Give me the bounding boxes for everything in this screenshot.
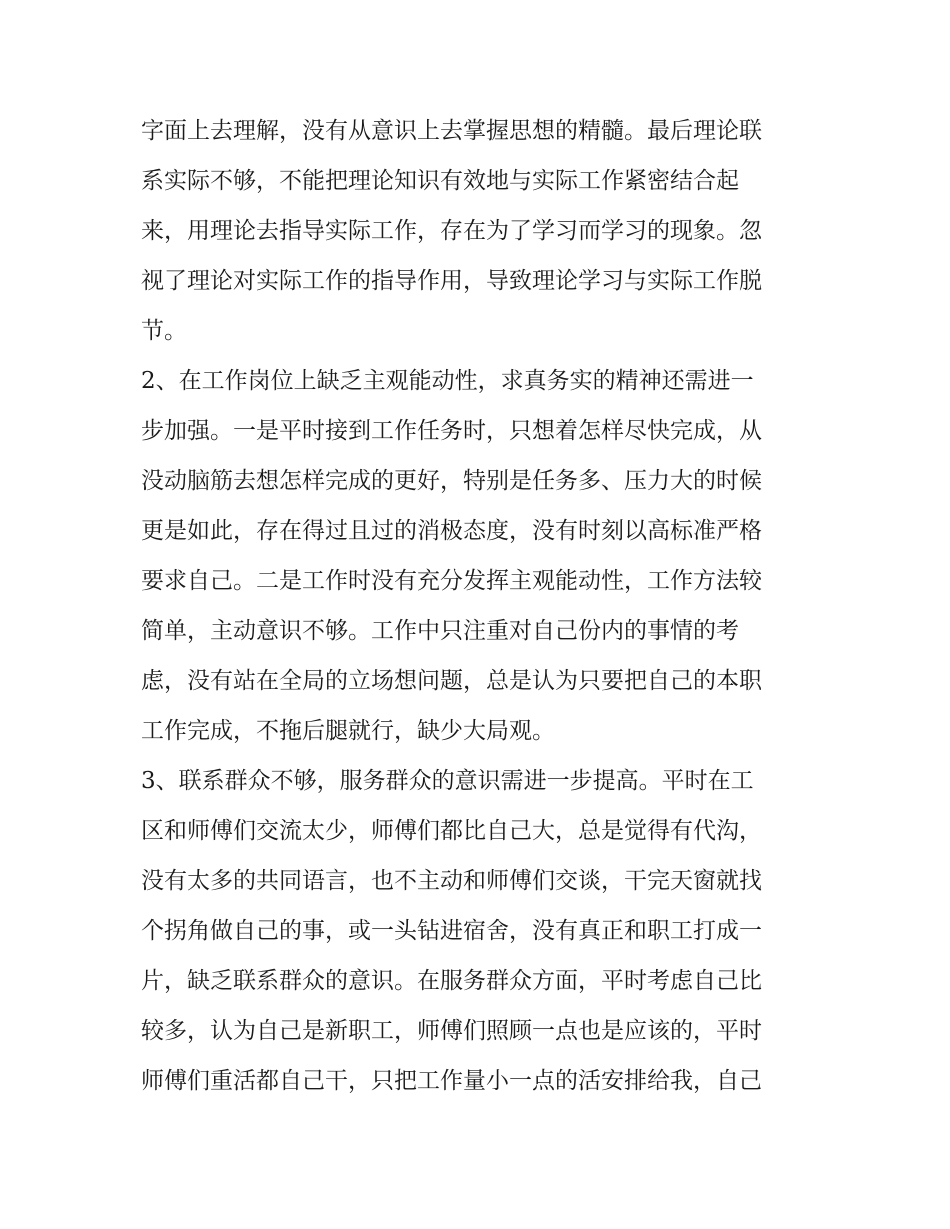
- text-line: 字面上去理解，没有从意识上去掌握思想的精髓。最后理论联: [141, 118, 762, 144]
- text-line: 个拐角做自己的事，或一头钻进宿舍，没有真正和职工打成一: [141, 918, 762, 944]
- text-line: 3、联系群众不够，服务群众的意识需进一步提高。平时在工: [141, 768, 754, 794]
- text-line: 较多，认为自己是新职工，师傅们照顾一点也是应该的，平时: [141, 1018, 762, 1044]
- text-line: 没动脑筋去想怎样完成的更好，特别是任务多、压力大的时候: [141, 468, 762, 494]
- text-line: 系实际不够，不能把理论知识有效地与实际工作紧密结合起: [141, 168, 739, 194]
- text-line: 2、在工作岗位上缺乏主观能动性，求真务实的精神还需进一: [141, 368, 754, 394]
- text-line: 步加强。一是平时接到工作任务时，只想着怎样尽快完成，从: [141, 418, 762, 444]
- text-line: 简单，主动意识不够。工作中只注重对自己份内的事情的考: [141, 618, 739, 644]
- text-line: 虑，没有站在全局的立场想问题，总是认为只要把自己的本职: [141, 668, 762, 694]
- text-line: 要求自己。二是工作时没有充分发挥主观能动性，工作方法较: [141, 568, 762, 594]
- text-line: 区和师傅们交流太少，师傅们都比自己大，总是觉得有代沟，: [141, 818, 762, 844]
- text-line: 没有太多的共同语言，也不主动和师傅们交谈，干完天窗就找: [141, 868, 762, 894]
- text-line: 视了理论对实际工作的指导作用，导致理论学习与实际工作脱: [141, 268, 762, 294]
- text-line: 节。: [141, 318, 187, 344]
- text-line: 来，用理论去指导实际工作，存在为了学习而学习的现象。忽: [141, 218, 762, 244]
- text-line: 更是如此，存在得过且过的消极态度，没有时刻以高标准严格: [141, 518, 762, 544]
- text-line: 工作完成，不拖后腿就行，缺少大局观。: [141, 718, 555, 744]
- text-line: 师傅们重活都自己干，只把工作量小一点的活安排给我，自己: [141, 1068, 762, 1094]
- text-line: 片，缺乏联系群众的意识。在服务群众方面，平时考虑自己比: [141, 968, 762, 994]
